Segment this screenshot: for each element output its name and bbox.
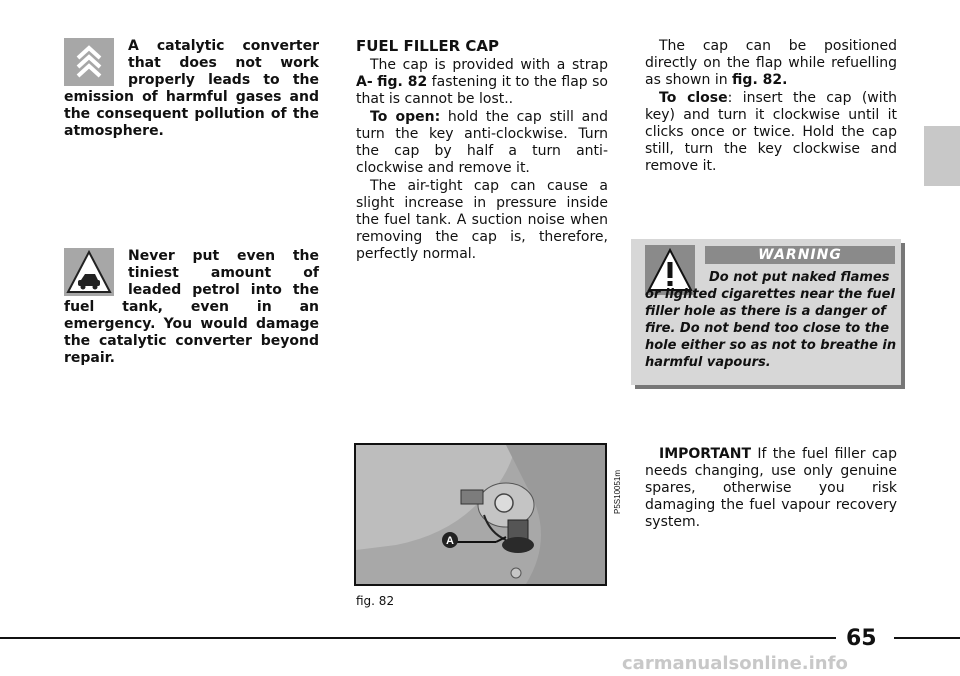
warning-box (631, 239, 901, 385)
section-tab-marker (924, 126, 960, 186)
airtight-paragraph: The air-tight cap can cause a slight increase in pressure inside the fuel tank. A suction noise when removing the cap is, therefore, perfectly normal. (356, 178, 608, 262)
ref-fig-82: fig. 82 (377, 74, 428, 90)
figure-code-text: P5S10051m (613, 469, 622, 514)
left-column (64, 38, 319, 367)
middle-column (356, 38, 608, 263)
right-column (645, 38, 897, 175)
figure-caption: fig. 82 (356, 594, 395, 608)
important-text: If the fuel filler cap needs changing, use only genuine spares, otherwise you risk damaging the fuel vapour recovery system. (645, 446, 897, 530)
open-label: To open: (370, 109, 441, 125)
leaded-petrol-note (64, 248, 319, 367)
figure-code (612, 446, 622, 516)
warning-text: Do not put naked flames or lighted cigarettes near the fuel filler hole as there is a danger of fire. Do not bend too close to the hole either so as not to breathe in harmful vapours. (645, 270, 897, 370)
open-paragraph: To open: hold the cap still and turn the key anti-clockwise. Turn the cap by half a turn anti-clockwise and remove it. (356, 109, 608, 176)
page-number: 65 (846, 626, 877, 651)
strap-paragraph: The cap is provided with a strap A- fig. 82 fastening it to the flap so that is cannot be lost.. (356, 57, 608, 107)
section-heading: FUEL FILLER CAP (356, 37, 500, 55)
footer-rule-right (894, 637, 960, 639)
important-note (645, 446, 897, 531)
car-warning-triangle-icon (64, 248, 114, 296)
eco-arrows-icon (64, 38, 114, 86)
watermark: carmanualsonline.info (622, 653, 848, 674)
close-label: To close (659, 90, 728, 106)
ref-fig-82-right: fig. 82. (732, 72, 788, 88)
important-label: IMPORTANT (659, 446, 752, 462)
catalytic-text: A catalytic converter that does not work properly leads to the emission of harmful gases and the consequent pollution of the atmosphere. (64, 38, 319, 139)
footer-rule-left (0, 637, 836, 639)
ref-a: A- (356, 74, 373, 90)
warning-title: WARNING (705, 246, 895, 264)
leaded-petrol-text: Never put even the tiniest amount of leaded petrol into the fuel tank, even in an emergency. You would damage the catalytic converter beyond repair. (64, 248, 319, 366)
catalytic-note (64, 38, 319, 140)
close-paragraph: To close: insert the cap (with key) and turn it clockwise until it clicks once or twice. Hold the cap still, turn the key clockwise and remove it. (645, 90, 897, 174)
position-paragraph: The cap can be positioned directly on the flap while refuelling as shown in fig. 82. (645, 38, 897, 88)
fuel-cap-figure (354, 443, 607, 586)
figure-label-a: A (446, 535, 454, 547)
